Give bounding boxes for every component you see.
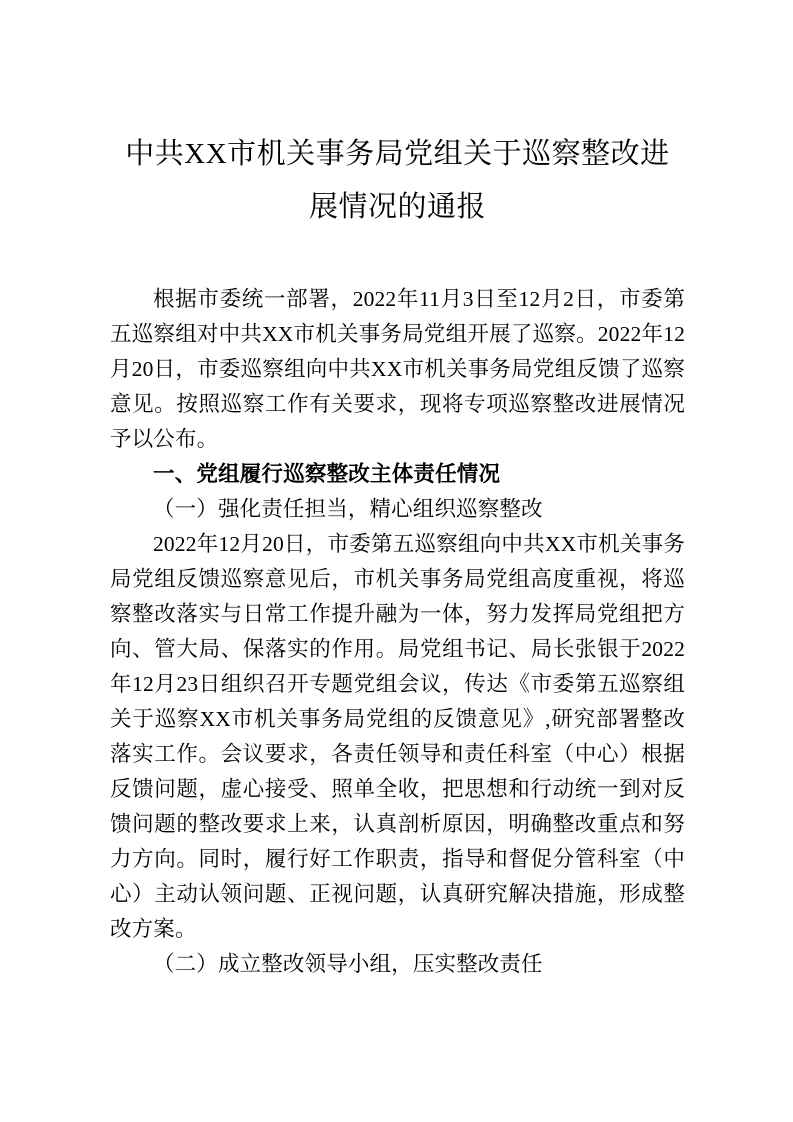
document-title-line-1: 中共XX市机关事务局党组关于巡察整改进 (125, 138, 670, 170)
subsection-heading-2: （二）成立整改领导小组，压实整改责任 (153, 952, 543, 976)
subsection-heading-1: （一）强化责任担当，精心组织巡察整改 (153, 497, 543, 521)
body-paragraph-section-1: 2022年12月20日，市委第五巡察组向中共XX市机关事务局党组反馈巡察意见后，市机关事务局党组高度重视，将巡察整改落实与日常工作提升融为一体，努力发挥局党组把方向、管大局、保落实的作用。局党组书记、局长张银于2022年12月23日组织召开专题党组会议，传达《市委第五巡察组关于巡察XX市机关事务局党组的反馈意见》,研究部署整改落实工作。会议要求，各责任领导和责任科室（中心）根据反馈问题，虚心接受、照单全收，把思想和行动统一到对反馈问题的整改要求上来，认真剖析原因，明确整改重点和努力方向。同时，履行好工作职责，指导和督促分管科室（中心）主动认领问题、正视问题，认真研究解决措施，形成整改方案。 (110, 532, 685, 941)
document-title (110, 0, 685, 234)
document-title-line-2: 展情况的通报 (308, 191, 486, 223)
section-heading-1: 一、党组履行巡察整改主体责任情况 (153, 462, 501, 486)
body-paragraph-intro: 根据市委统一部署，2022年11月3日至12月2日，市委第五巡察组对中共XX市机关事务局党组开展了巡察。2022年12月20日，市委巡察组向中共XX市机关事务局党组反馈了巡察意见。按照巡察工作有关要求，现将专项巡察整改进展情况予以公布。 (110, 287, 685, 451)
title-body-spacer (110, 234, 685, 282)
page-content (110, 0, 685, 982)
